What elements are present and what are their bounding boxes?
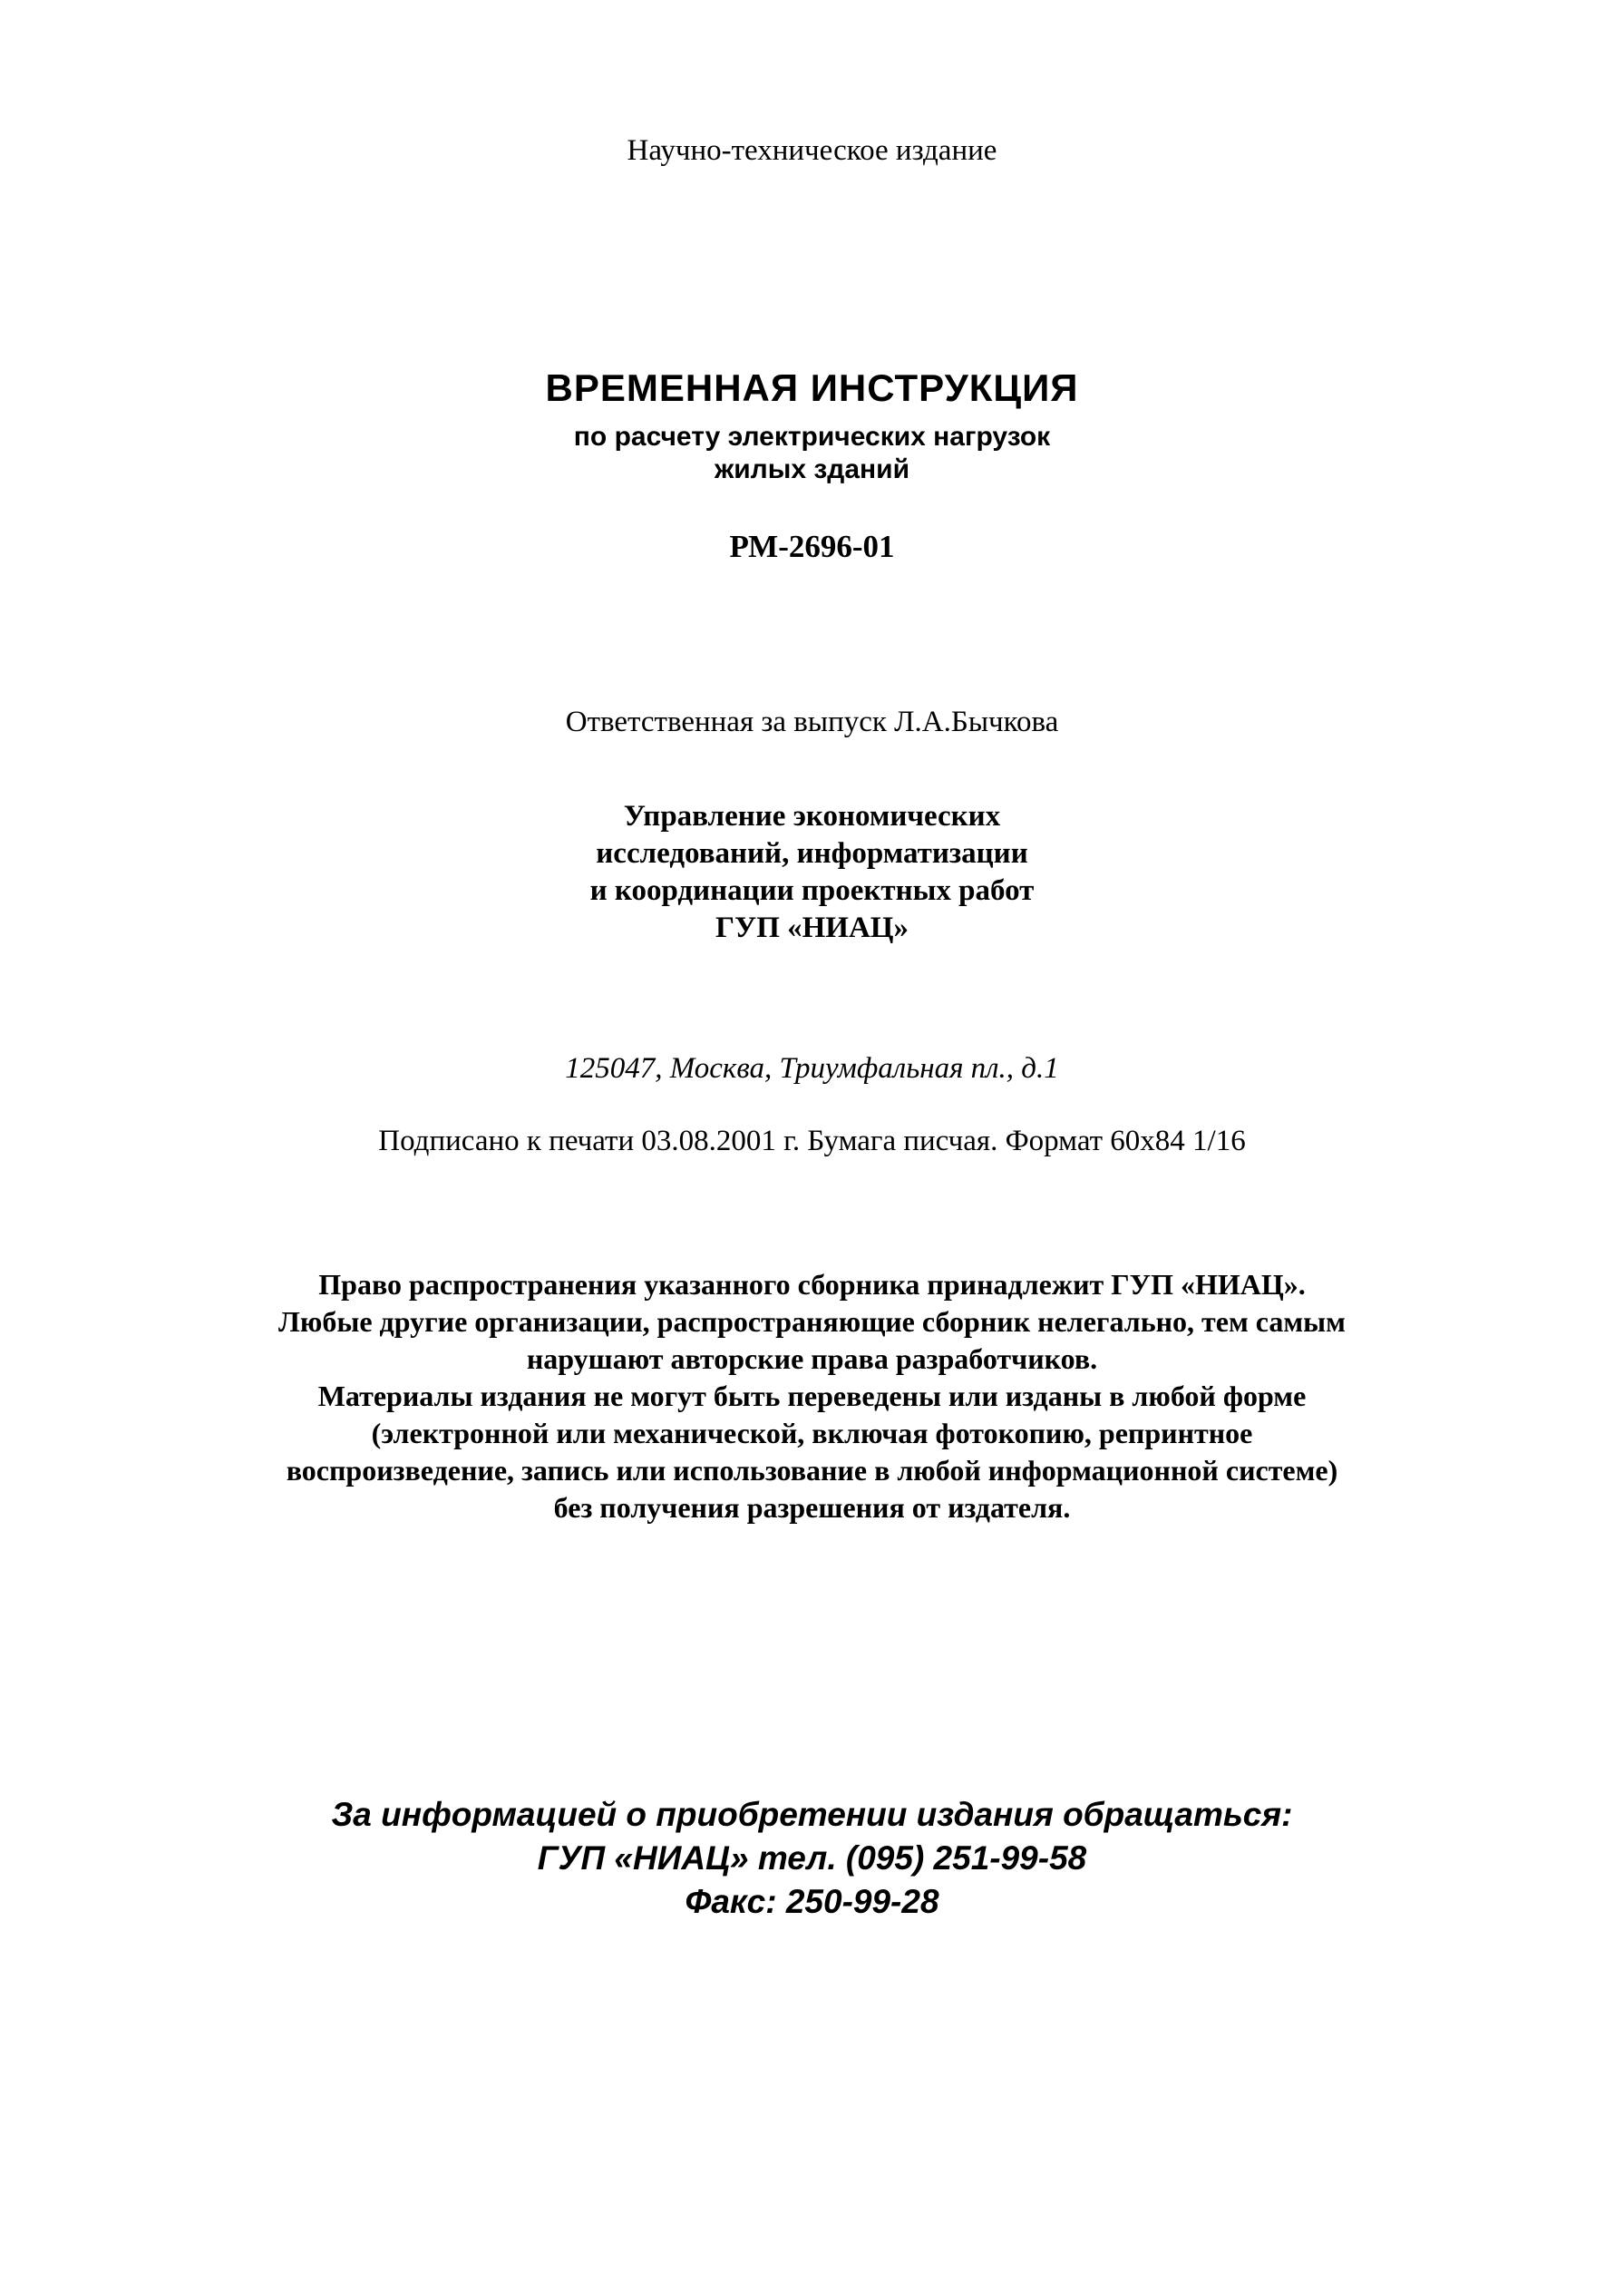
copyright-line2: Любые другие организации, распространяющие сборник нелегально, тем самым	[278, 1305, 1346, 1338]
document-code: РМ-2696-01	[729, 529, 895, 564]
publication-type: Научно-техническое издание	[627, 134, 997, 167]
contact-fax: Факс: 250-99-28	[685, 1883, 939, 1920]
publisher-line2: исследований, информатизации	[596, 837, 1028, 870]
document-subtitle-line2: жилых зданий	[714, 454, 910, 484]
copyright-line4: Материалы издания не могут быть переведены или изданы в любой форме	[317, 1380, 1307, 1412]
publisher-line1: Управление экономических	[623, 800, 1001, 833]
contact-heading: За информацией о приобретении издания обращаться:	[331, 1796, 1293, 1833]
copyright-line6: воспроизведение, запись или использование в любой информационной системе)	[286, 1454, 1338, 1487]
responsible-person: Ответственная за выпуск Л.А.Бычкова	[565, 706, 1059, 738]
copyright-line1: Право распространения указанного сборника принадлежит ГУП «НИАЦ».	[318, 1268, 1306, 1301]
print-info: Подписано к печати 03.08.2001 г. Бумага писчая. Формат 60x84 1/16	[378, 1125, 1246, 1157]
document-title: ВРЕМЕННАЯ ИНСТРУКЦИЯ	[545, 366, 1079, 409]
publisher-line3: и координации проектных работ	[589, 874, 1035, 907]
copyright-line5: (электронной или механической, включая фотокопию, репринтное	[371, 1417, 1253, 1449]
publisher-address: 125047, Москва, Триумфальная пл., д.1	[565, 1052, 1059, 1085]
document-subtitle-line1: по расчету электрических нагрузок	[573, 422, 1051, 452]
contact-phone: ГУП «НИАЦ» тел. (095) 251-99-58	[537, 1839, 1087, 1877]
copyright-line3: нарушают авторские права разработчиков.	[526, 1342, 1098, 1375]
copyright-line7: без получения разрешения от издателя.	[553, 1491, 1071, 1524]
publisher-line4: ГУП «НИАЦ»	[715, 912, 909, 944]
